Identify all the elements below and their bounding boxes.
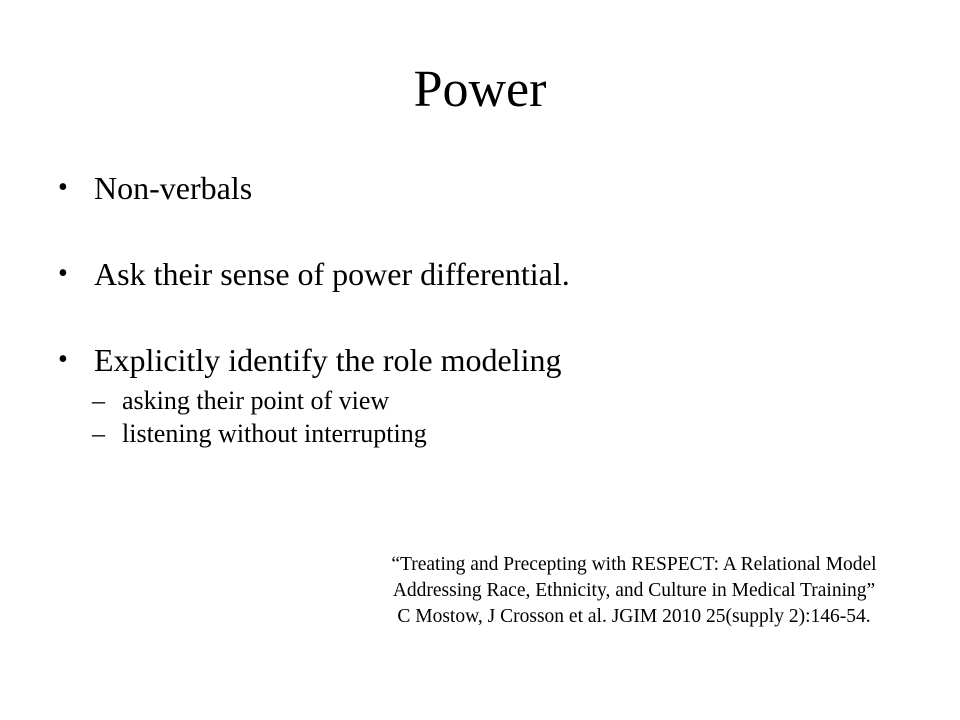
subbullet-list	[84, 384, 906, 450]
subbullet-text: listening without interrupting	[122, 419, 427, 448]
bullet-marker: •	[58, 172, 68, 203]
bullet-item-power-differential	[56, 252, 916, 296]
bullet-marker: •	[58, 258, 68, 289]
citation-line-3: C Mostow, J Crosson et al. JGIM 2010 25(supply 2):146-54.	[397, 606, 871, 627]
subbullet-text: asking their point of view	[122, 386, 390, 415]
subbullet-marker: –	[92, 386, 105, 415]
bullet-item-role-modeling	[56, 338, 916, 450]
bullet-item-non-verbals	[56, 166, 916, 210]
bullet-list	[56, 166, 916, 450]
bullet-text: Explicitly identify the role modeling	[94, 342, 562, 378]
citation-line-2: Addressing Race, Ethnicity, and Culture in Medical Training”	[392, 580, 876, 601]
bullet-text: Ask their sense of power differential.	[94, 256, 570, 292]
citation-line-1: “Treating and Precepting with RESPECT: A Relational Model	[391, 554, 877, 575]
subbullet-item-point-of-view	[84, 384, 906, 417]
subbullet-marker: –	[92, 419, 105, 448]
slide-title: Power	[413, 61, 547, 118]
bullet-marker: •	[58, 344, 68, 375]
citation	[364, 552, 904, 630]
subbullet-item-listening	[84, 417, 906, 450]
bullet-text: Non-verbals	[94, 170, 253, 206]
